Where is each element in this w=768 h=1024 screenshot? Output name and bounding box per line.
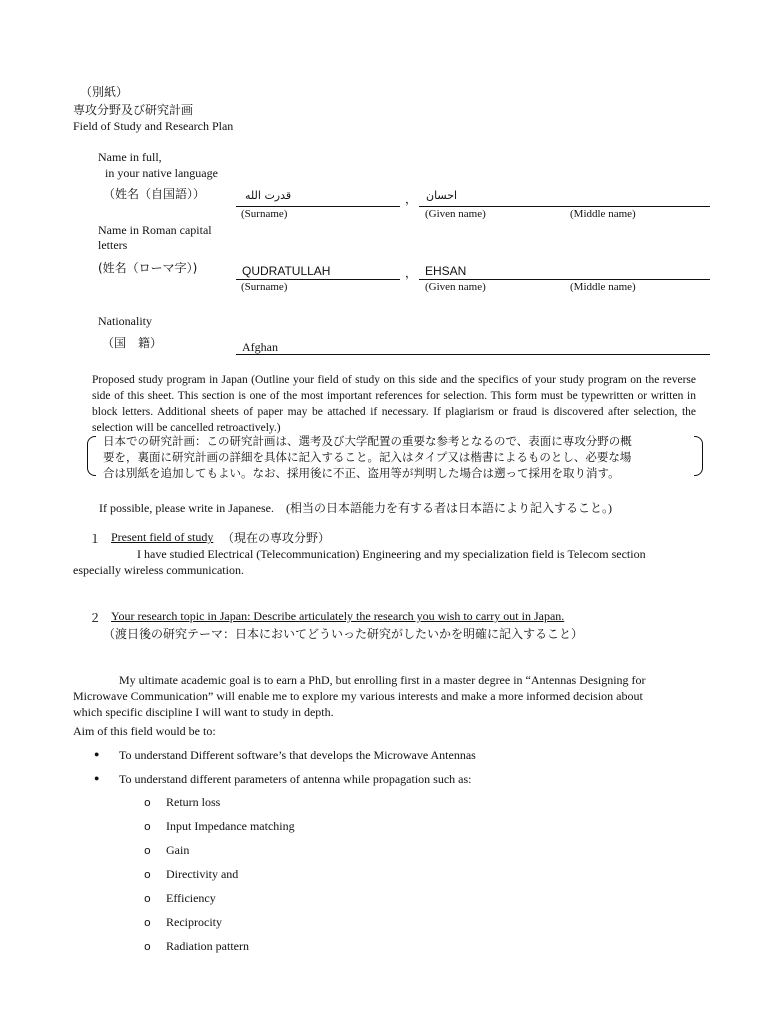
sub-bullet-marker: o — [144, 940, 151, 953]
roman-surname-underline — [236, 279, 400, 280]
section2-heading: Your research topic in Japan: Describe articulately the research you wish to carry out in Japan. — [111, 609, 565, 623]
native-surname-field[interactable]: قدرت الله — [245, 189, 292, 202]
sub-list-item: Efficiency — [166, 891, 216, 905]
roman-given-caption: (Given name) — [425, 281, 486, 293]
roman-separator: ， — [405, 266, 418, 280]
native-surname-caption: (Surname) — [241, 208, 288, 220]
section1-heading: Present field of study — [111, 530, 214, 544]
native-given-caption: (Given name) — [425, 208, 486, 220]
native-given-underline — [419, 206, 710, 207]
aim-label: Aim of this field would be to: — [73, 724, 216, 738]
jp-note-bracket-right — [694, 436, 703, 476]
bullet-marker: ● — [94, 773, 100, 783]
nationality-label: Nationality — [98, 314, 152, 328]
section2-paragraph-line-1: My ultimate academic goal is to earn a PhD, but enrolling first in a master degree in “Antennas Designing for — [119, 673, 646, 687]
sub-bullet-marker: o — [144, 796, 151, 809]
sub-bullet-marker: o — [144, 916, 151, 929]
sub-bullet-marker: o — [144, 844, 151, 857]
list-item: To understand Different software’s that develops the Microwave Antennas — [119, 748, 476, 762]
bullet-marker: ● — [94, 749, 100, 759]
jp-note-line-2: 要を，裏面に研究計画の詳細を具体に記入すること。記入はタイプ又は楷書によるものとし、必要な場 — [103, 450, 632, 464]
roman-surname-field[interactable]: QUDRATULLAH — [242, 264, 331, 278]
section1-number: １ — [89, 532, 102, 546]
section2-number: ２ — [89, 611, 102, 625]
instructions-text: Proposed study program in Japan (Outline your field of study on this side and the specifics of your study program on the reverse side of this sheet. This section is one of the most important references for selection. This form must be typewritten or written in block letters. Additional sheets of paper may be attached if necessary. If plagiarism or fraud is discovered after selection, the selection will be cancelled retroactively.) — [92, 374, 696, 434]
attachment-label: （別紙） — [80, 85, 129, 99]
nationality-underline — [236, 354, 710, 355]
nationality-label-jp: （国 籍） — [102, 336, 163, 350]
native-middle-caption: (Middle name) — [570, 208, 636, 220]
native-name-label-1: Name in full, — [98, 150, 162, 164]
sub-list-item: Input Impedance matching — [166, 819, 295, 833]
japanese-preference-note: If possible, please write in Japanese. (相当の日本語能力を有する者は日本語により記入すること。) — [99, 501, 612, 515]
sub-bullet-marker: o — [144, 868, 151, 881]
sub-list-item: Return loss — [166, 795, 221, 809]
title-en: Field of Study and Research Plan — [73, 119, 234, 133]
sub-list-item: Radiation pattern — [166, 939, 249, 953]
section2-paragraph-line-3: which specific discipline I will want to study in depth. — [73, 705, 334, 719]
native-surname-underline — [236, 206, 400, 207]
roman-name-label-jp: (姓名（ローマ字）) — [98, 261, 198, 275]
roman-given-underline — [419, 279, 710, 280]
section1-heading-jp: （現在の専攻分野） — [222, 531, 331, 545]
jp-note-bracket-left — [87, 436, 96, 476]
sub-bullet-marker: o — [144, 892, 151, 905]
jp-note-line-1: 日本での研究計画：この研究計画は、選考及び大学配置の重要な参考となるので、表面に専攻分野の概 — [103, 434, 632, 448]
section1-body-line-1: I have studied Electrical (Telecommunication) Engineering and my specialization field is Telecom section — [137, 547, 646, 561]
roman-given-field[interactable]: EHSAN — [425, 264, 467, 278]
native-given-field[interactable]: احسان — [426, 189, 458, 202]
jp-note-line-3: 合は別紙を追加してもよい。なお、採用後に不正、盗用等が判明した場合は遡って採用を取り消す。 — [103, 466, 620, 480]
title-jp: 専攻分野及び研究計画 — [73, 103, 194, 117]
sub-bullet-marker: o — [144, 820, 151, 833]
roman-name-label-2: letters — [98, 238, 128, 252]
sub-list-item: Gain — [166, 843, 190, 857]
roman-surname-caption: (Surname) — [241, 281, 288, 293]
sub-list-item: Directivity and — [166, 867, 239, 881]
roman-name-label-1: Name in Roman capital — [98, 223, 212, 237]
sub-list-item: Reciprocity — [166, 915, 222, 929]
native-name-label-2: in your native language — [105, 166, 218, 180]
list-item: To understand different parameters of antenna while propagation such as: — [119, 772, 472, 786]
section2-heading-jp: （渡日後の研究テーマ：日本においてどういった研究がしたいかを明確に記入すること） — [103, 627, 584, 641]
native-name-label-jp: （姓名（自国語）） — [103, 187, 206, 201]
native-separator: ， — [405, 192, 418, 206]
roman-middle-caption: (Middle name) — [570, 281, 636, 293]
section1-body-line-2: especially wireless communication. — [73, 563, 244, 577]
nationality-field[interactable]: Afghan — [242, 340, 278, 354]
section2-paragraph-line-2: Microwave Communication” will enable me to explore my various interests and make a more informed decision about — [73, 689, 643, 703]
